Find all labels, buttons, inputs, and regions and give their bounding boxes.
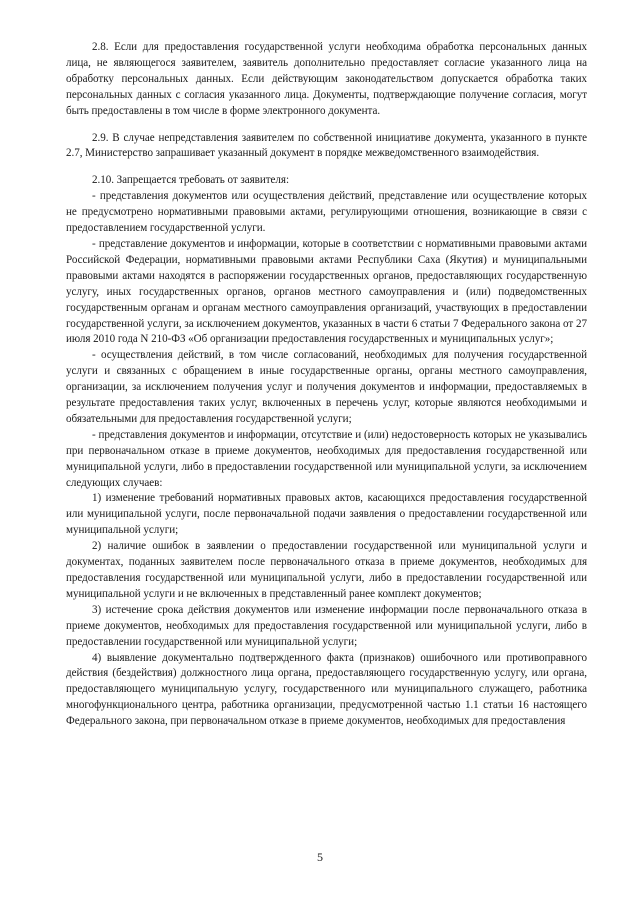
paragraph-2-8: 2.8. Если для предоставления государственной услуги необходима обработка персональных данных лица, не являющегося заявителем, заявитель дополнительно предоставляет согласие указанного лица на обработку персональных данных. Если действующим законодательством допускается обработка таких персональных данных с согласия указанного лица. Документы, подтверждающие получение согласия, могут быть предоставлены в том числе в форме электронного документа.: [66, 41, 587, 117]
list-item-case-1: 1) изменение требований нормативных правовых актов, касающихся предоставления государственной или муниципальной услуги, после первоначальной подачи заявления о предоставлении государственной или муниципальной услуги;: [66, 492, 587, 537]
paragraph-2-10: 2.10. Запрещается требовать от заявителя:: [92, 174, 289, 187]
list-item-case-4: 4) выявление документально подтвержденного факта (признаков) ошибочного или противоправного действия (бездействия) должностного лица органа, предоставляющего государственную услугу, или органа, предоставляющего муниципальную услугу, государственного или муниципального служащего, работника многофункционального центра, работника организации, предусмотренной частью 1.1 статьи 16 настоящего Федерального закона, при первоначальном отказе в приеме документов, необходимых для предоставления: [66, 651, 587, 728]
list-item-dash-4: - представления документов и информации, отсутствие и (или) недостоверность которых не указывались при первоначальном отказе в приеме документов, необходимых для предоставления государственной или муниципальной услуги, либо в предоставлении государственной или муниципальной услуги, за исключением следующих случаев:: [66, 428, 587, 489]
paragraph-gap: [66, 120, 587, 131]
list-item-case-2: 2) наличие ошибок в заявлении о предоставлении государственной или муниципальной услуги и документах, поданных заявителем после первоначального отказа в приеме документов, необходимых для предоставления государственной или муниципальной услуги, либо в предоставлении государственной или муниципальной услуги и не включенных в представленный ранее комплект документов;: [66, 540, 587, 600]
document-body: [66, 40, 587, 730]
list-item-dash-1: - представления документов или осуществления действий, представление или осуществление которых не предусмотрено нормативными правовыми актами, регулирующими отношения, возникающие в связи с предоставлением государственной услуги.: [66, 190, 587, 235]
paragraph-gap: [66, 162, 587, 173]
page-number: 5: [317, 850, 323, 864]
list-item-dash-3: - осуществления действий, в том числе согласований, необходимых для получения государственной услуги и связанных с обращением в иные государственные органы, органы местного самоуправления, организации, за исключением получения услуг и получения документов и информации, предоставляемых в результате предоставления таких услуг, включенных в перечень услуг, которые являются необходимыми и обязательными для предоставления государственной услуги;: [66, 349, 587, 425]
paragraph-2-9: 2.9. В случае непредставления заявителем по собственной инициативе документа, указанного в пункте 2.7, Министерство запрашивает указанный документ в порядке межведомственного взаимодействия.: [66, 131, 587, 160]
list-item-dash-2: - представление документов и информации, которые в соответствии с нормативными правовыми актами Российской Федерации, нормативными правовыми актами Республики Саха (Якутия) и муниципальными правовыми актами находятся в распоряжении государственных органов, предоставляющих государственную услугу, иных государственных органов, органов местного самоуправления и (или) подведомственных государственным органам и органам местного самоуправления организаций, участвующих в предоставлении государственной услуги, за исключением документов, указанных в части 6 статьи 7 Федерального закона от 27 июля 2010 года N 210-ФЗ «Об организации предоставления государственных и муниципальных услуг»;: [66, 237, 587, 346]
list-item-case-3: 3) истечение срока действия документов или изменение информации после первоначального отказа в приеме документов, необходимых для предоставления государственной или муниципальной услуги, либо в предоставлении государственной или муниципальной услуги;: [66, 603, 587, 648]
